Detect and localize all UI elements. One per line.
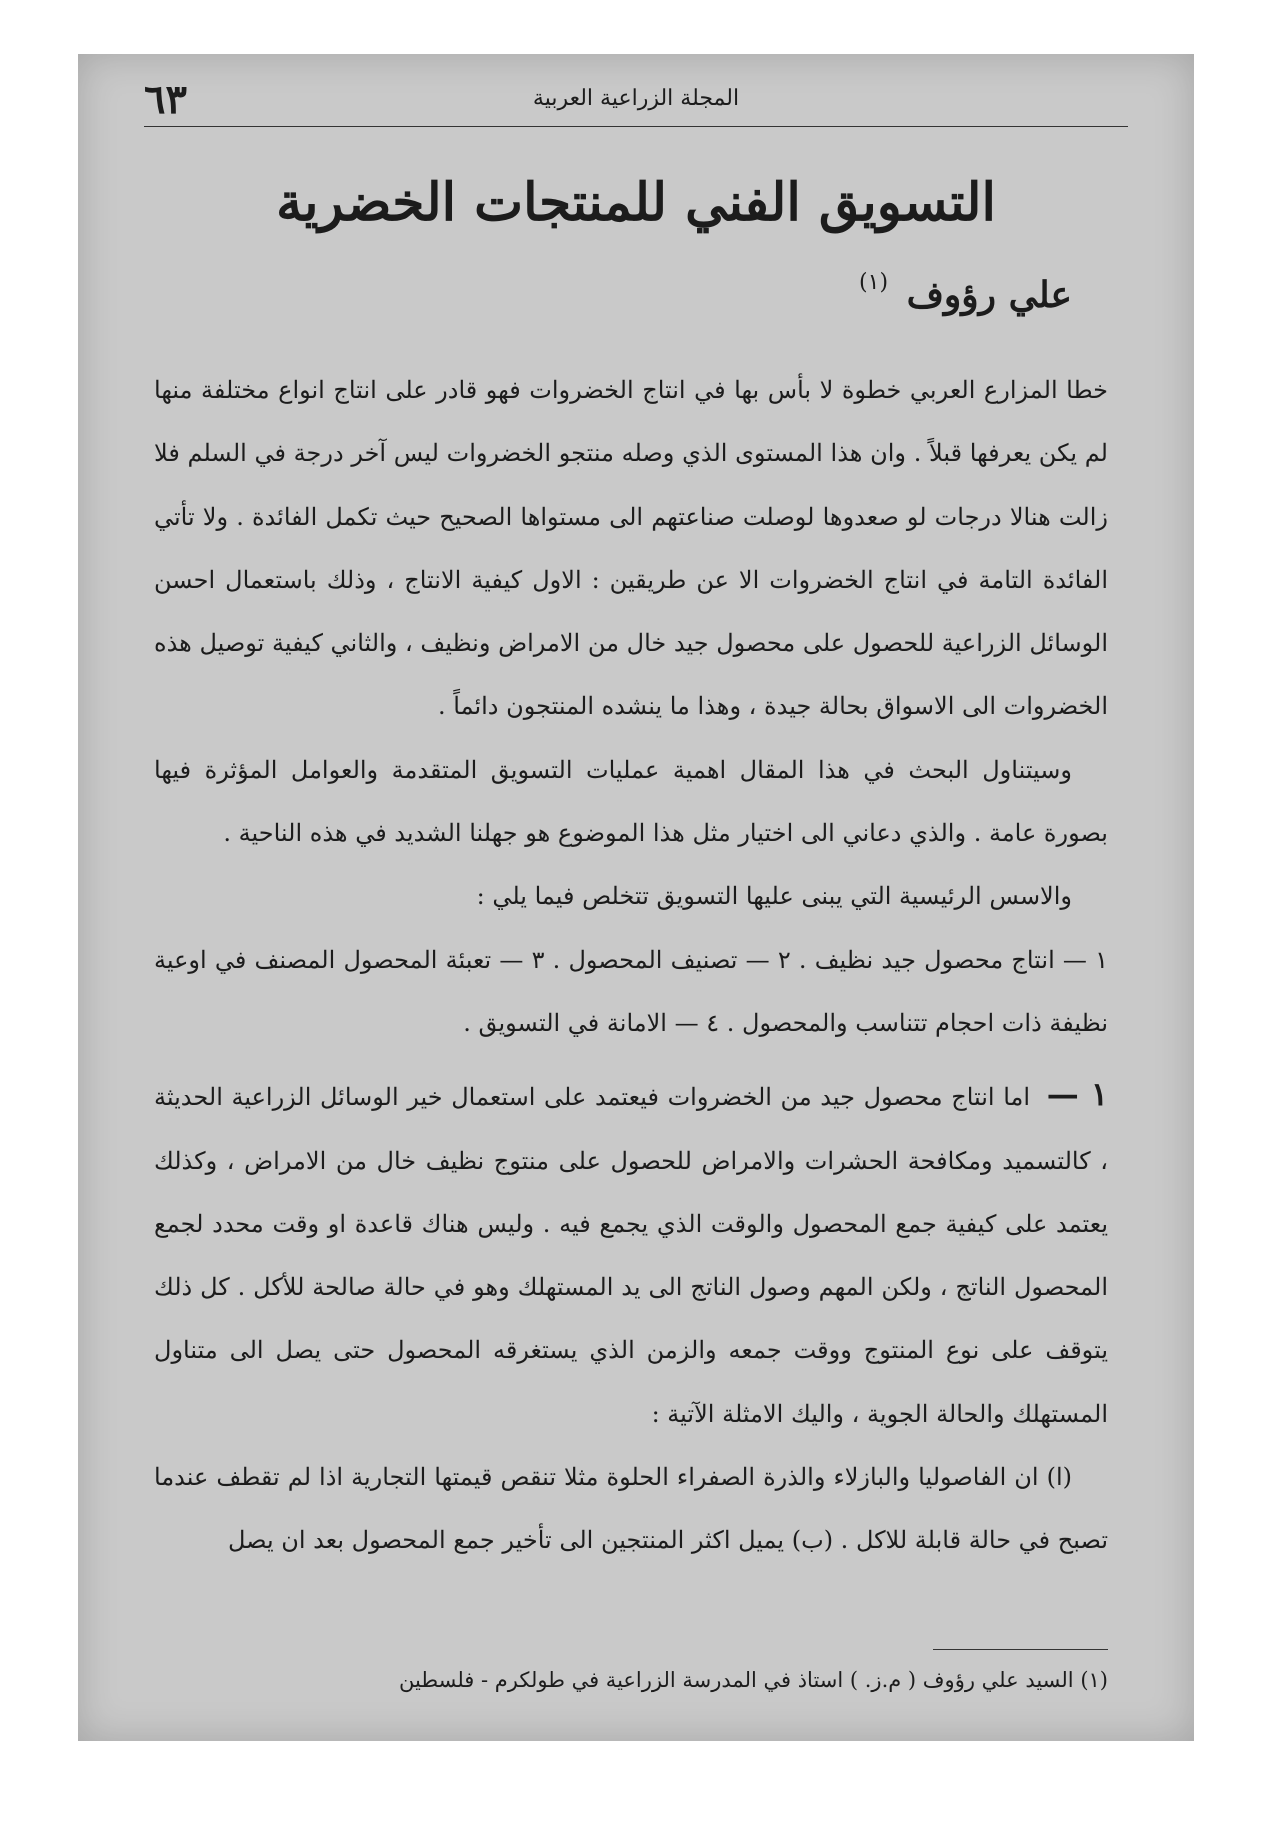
paragraph-principles-intro: والاسس الرئيسية التي يبنى عليها التسويق تتخلص فيما يلي :: [476, 882, 1072, 911]
page-header: [144, 74, 1128, 127]
footnote: (١) السيد علي رؤوف ( م.ز. ) استاذ في المدرسة الزراعية في طولكرم - فلسطين: [399, 1668, 1108, 1692]
section-one-marker: ١ —: [1046, 1075, 1109, 1114]
page-number: ٦٣: [144, 76, 187, 123]
paragraph-principles-list: ١ — انتاج محصول جيد نظيف . ٢ — تصنيف المحصول . ٣ — تعبئة المحصول المصنف في اوعية نظيفة ذات احجام تتناسب والمحصول . ٤ — الامانة في التسويق .: [154, 945, 1109, 1037]
section-one-text: اما انتاج محصول جيد من الخضروات فيعتمد على استعمال خير الوسائل الزراعية الحديثة ، كالتسميد ومكافحة الحشرات والامراض للحصول على منتوج نظيف خال من الامراض ، وكذلك يعتمد على كيفية جمع المحصول والوقت الذي يجمع فيه . وليس هناك قاعدة او وقت محدد لجمع المحصول الناتج ، ولكن المهم وصول الناتج الى يد المستهلك وهو في حالة صالحة للأكل . كل ذلك يتوقف على نوع المنتوج ووقت جمعه والزمن الذي يستغرقه المحصول حتى يصل الى متناول المستهلك والحالة الجوية ، واليك الامثلة الآتية :: [154, 1083, 1108, 1428]
paragraph-scope: وسيتناول البحث في هذا المقال اهمية عمليات التسويق المتقدمة والعوامل المؤثرة فيها بصورة عامة . والذي دعاني الى اختيار مثل هذا الموضوع هو جهلنا الشديد في هذه الناحية .: [154, 755, 1108, 848]
footnote-divider: [933, 1649, 1108, 1650]
author-line: [859, 270, 1072, 316]
article-body: [154, 359, 1108, 1573]
scanned-page: [78, 54, 1194, 1741]
paragraph-examples: (ا) ان الفاصوليا والبازلاء والذرة الصفراء الحلوة مثلا تنقص قيمتها التجارية اذا لم تقطف عندما تصبح في حالة قابلة للاكل . (ب) يميل اكثر المنتجين الى تأخير جمع المحصول بعد ان يصل: [154, 1463, 1108, 1555]
author-name: علي رؤوف: [906, 274, 1072, 316]
paragraph-section-one: [154, 1063, 1108, 1446]
footnote-marker: (١): [859, 270, 889, 295]
journal-page: [104, 74, 1168, 1714]
article-title: التسويق الفني للمنتجات الخضرية: [276, 172, 996, 233]
running-title: المجلة الزراعية العربية: [532, 86, 740, 111]
paragraph-intro: خطا المزارع العربي خطوة لا بأس بها في انتاج الخضروات فهو قادر على انتاج انواع مختلفة منها لم يكن يعرفها قبلاً . وان هذا المستوى الذي وصله منتجو الخضروات ليس آخر درجة في السلم فلا زالت هنالا درجات لو صعدوها لوصلت صناعتهم الى مستواها الصحيح حيث تكمل الفائدة . ولا تأتي الفائدة التامة في انتاج الخضروات الا عن طريقين : الاول كيفية الانتاج ، وذلك باستعمال احسن الوسائل الزراعية للحصول على محصول جيد خال من الامراض ونظيف ، والثاني كيفية توصيل هذه الخضروات الى الاسواق بحالة جيدة ، وهذا ما ينشده المنتجون دائماً .: [154, 376, 1108, 721]
